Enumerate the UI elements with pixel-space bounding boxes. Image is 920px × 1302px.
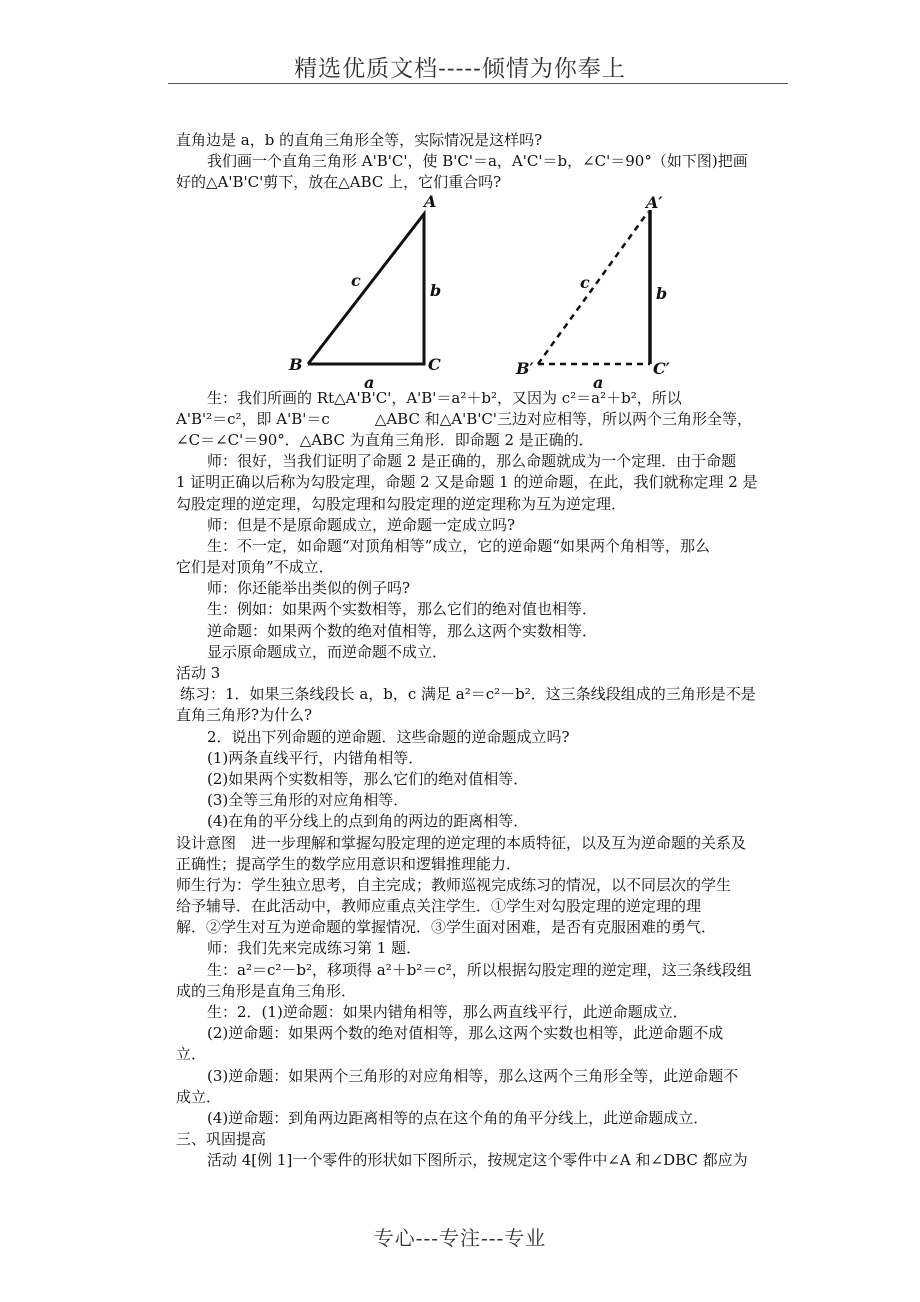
list-item: (3)逆命题：如果两个三角形的对应角相等，那么这两个三角形全等，此逆命题不 <box>207 1066 739 1085</box>
text-line: 活动 4[例 1]一个零件的形状如下图所示，按规定这个零件中∠A 和∠DBC 都应为 <box>207 1151 748 1170</box>
list-item: (4)在角的平分线上的点到角的两边的距离相等． <box>207 812 529 831</box>
page-header: 精选优质文档-----倾情为你奉上 <box>294 56 626 82</box>
text-line: 逆命题：如果两个数的绝对值相等，那么这两个实数相等． <box>207 621 598 640</box>
text-line: 师：但是不是原命题成立，逆命题一定成立吗? <box>207 515 516 534</box>
text-line: 2．说出下列命题的逆命题．这些命题的逆命题成立吗? <box>207 727 570 746</box>
side-a-prime-label: a <box>593 372 604 388</box>
list-item: (2)如果两个实数相等，那么它们的绝对值相等． <box>207 769 529 788</box>
text-line: 生：2．(1)逆命题：如果内错角相等，那么两直线平行，此逆命题成立． <box>207 1003 688 1021</box>
triangle-figure <box>176 194 796 388</box>
text-line: 我们画一个直角三角形 A'B'C'，使 B'C'＝a，A'C'＝b，∠C'＝90°（如下图)把画 <box>207 152 748 171</box>
triangle-abc <box>308 214 424 364</box>
vertex-b-prime-label: B′ <box>516 358 534 378</box>
vertex-a-prime-label: A′ <box>646 193 663 212</box>
text-line: 解．②学生对互为逆命题的掌握情况．③学生面对困难，是否有克服困难的勇气． <box>176 918 717 937</box>
side-b-label: b <box>430 280 442 300</box>
document-body <box>176 130 796 1172</box>
text-line: 1 证明正确以后称为勾股定理，命题 2 又是命题 1 的逆命题，在此，我们就称定理 2 是 <box>176 473 758 492</box>
text-line: 勾股定理的逆定理，勾股定理和勾股定理的逆定理称为互为逆定理． <box>176 494 627 513</box>
list-item: (2)逆命题：如果两个数的绝对值相等，那么这两个实数也相等，此逆命题不成 <box>207 1024 724 1043</box>
text-line: 成立． <box>176 1087 222 1106</box>
side-a-prime-b-prime <box>538 212 648 364</box>
triangle-diagram <box>176 194 796 388</box>
text-line: 师：你还能举出类似的例子吗? <box>207 579 411 598</box>
page-footer: 专心---专注---专业 <box>373 1226 547 1250</box>
vertex-c-prime-label: C′ <box>653 358 670 378</box>
text-line: 立． <box>176 1045 207 1064</box>
list-item: (3)全等三角形的对应角相等． <box>207 791 409 810</box>
text-line: 师生行为：学生独立思考，自主完成；教师巡视完成练习的情况，以不同层次的学生 <box>176 875 732 894</box>
text-line: 师：我们先来完成练习第 1 题． <box>207 939 422 958</box>
section-label: 活动 3 <box>176 664 221 682</box>
text-line: 直角三角形?为什么? <box>176 706 313 725</box>
side-c-prime-label: c <box>580 272 590 292</box>
vertex-c-label: C <box>428 354 441 374</box>
list-item: (4)逆命题：到角两边距离相等的点在这个角的角平分线上，此逆命题成立． <box>207 1108 709 1127</box>
text-line: 生：例如：如果两个实数相等，那么它们的绝对值也相等． <box>207 600 598 619</box>
text-line: 练习：1．如果三条线段长 a，b，c 满足 a²＝c²－b²．这三条线段组成的三角形是不是 <box>180 685 756 704</box>
vertex-b-label: B <box>289 354 303 374</box>
text-line: 它们是对顶角”不成立． <box>176 558 334 577</box>
text-line: 正确性；提高学生的数学应用意识和逻辑推理能力． <box>176 854 522 873</box>
text-line: 生：我们所画的 Rt△A'B'C'，A'B'＝a²＋b²，又因为 c²＝a²＋b²，所以 <box>207 388 682 407</box>
side-a-label: a <box>364 372 375 388</box>
text-line: 师：很好，当我们证明了命题 2 是正确的，那么命题就成为一个定理．由于命题 <box>207 452 737 471</box>
text-line: A'B'²＝c²，即 A'B'＝c △ABC 和△A'B'C'三边对应相等，所以两个三角形全等， <box>176 409 752 428</box>
text-line: 直角边是 a，b 的直角三角形全等，实际情况是这样吗? <box>176 131 543 149</box>
header-divider <box>168 83 788 84</box>
vertex-a-label: A <box>424 193 437 211</box>
list-item: (1)两条直线平行，内错角相等． <box>207 748 424 767</box>
side-b-prime-label: b <box>656 283 668 303</box>
text-line: ∠C＝∠C'＝90°．△ABC 为直角三角形．即命题 2 是正确的． <box>176 430 594 449</box>
text-line: 好的△A'B'C'剪下，放在△ABC 上，它们重合吗? <box>176 173 502 192</box>
section-heading: 三、巩固提高 <box>176 1130 267 1149</box>
side-c-label: c <box>351 270 361 290</box>
text-line: 给予辅导．在此活动中，教师应重点关注学生．①学生对勾股定理的逆定理的理 <box>176 897 702 916</box>
text-line: 显示原命题成立，而逆命题不成立． <box>207 642 448 661</box>
text-line: 生：不一定，如命题“对顶角相等”成立，它的逆命题“如果两个角相等，那么 <box>207 536 711 555</box>
text-line: 成的三角形是直角三角形． <box>176 981 357 1000</box>
text-line: 设计意图 进一步理解和掌握勾股定理的逆定理的本质特征，以及互为逆命题的关系及 <box>176 833 747 852</box>
text-line: 生：a²＝c²－b²，移项得 a²＋b²＝c²，所以根据勾股定理的逆定理，这三条线段组 <box>207 960 752 979</box>
